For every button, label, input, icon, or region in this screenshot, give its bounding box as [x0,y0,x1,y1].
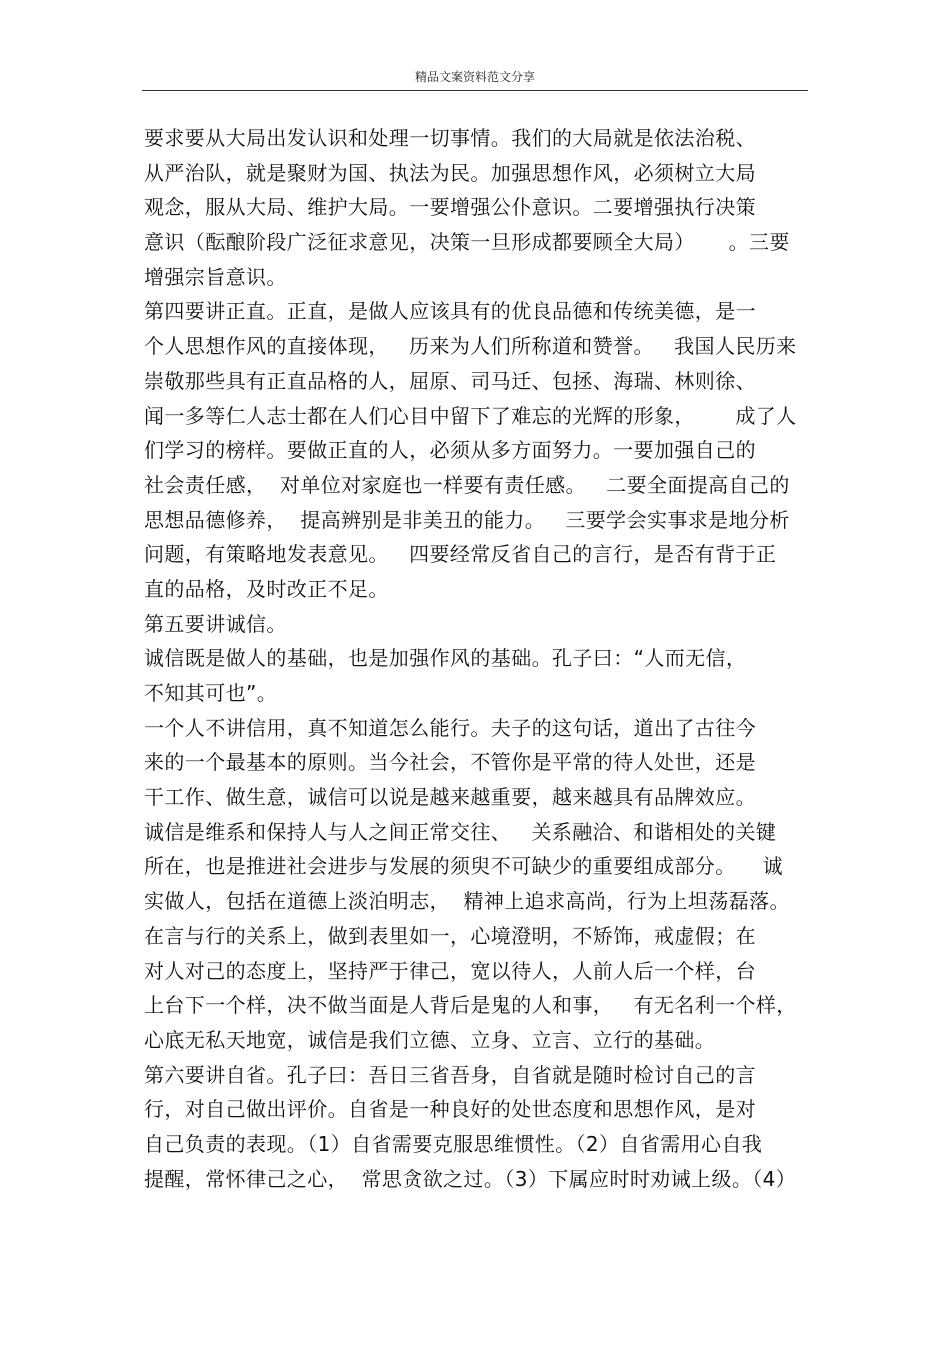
body-line: 个人思想作风的直接体现， 历来为人们所称道和赞誉。 我国人民历来 [144,334,797,359]
body-line: 问题，有策略地发表意见。 四要经常反省自己的言行，是否有背于正 [144,542,777,567]
body-line: 要求要从大局出发认识和处理一切事情。我们的大局就是依法治税、 [144,126,756,150]
body-line: 干工作、做生意，诚信可以说是越来越重要，越来越具有品牌效应。 [144,785,756,810]
body-line: 们学习的榜样。要做正直的人，必须从多方面努力。一要加强自己的 [144,438,756,463]
header-divider [142,90,808,91]
body-line: 一个人不讲信用，真不知道怎么能行。夫子的这句话，道出了古往今 [144,715,756,740]
document-body [144,121,824,1196]
body-line: 在言与行的关系上，做到表里如一，心境澄明，不矫饰，戒虚假；在 [144,923,756,948]
body-line: 社会责任感， 对单位对家庭也一样要有责任感。 二要全面提高自己的 [144,472,790,497]
body-line: 直的品格，及时改正不足。 [144,576,389,601]
body-line: 对人对己的态度上，坚持严于律己，宽以待人，人前人后一个样，台 [144,958,756,983]
page-header: 精品文案资料范文分享 [414,70,535,84]
body-line: 第四要讲正直。正直，是做人应该具有的优良品德和传统美德，是一 [144,299,756,324]
body-line: 行，对自己做出评价。自省是一种良好的处世态度和思想作风，是对 [144,1097,756,1122]
body-line: 不知其可也”。 [144,681,278,705]
body-line: 诚信是维系和保持人与人之间正常交往、 关系融洽、和谐相处的关键 [144,819,777,844]
body-line: 从严治队，就是聚财为国、执法为民。加强思想作风，必须树立大局 [144,160,756,185]
body-line: 提醒，常怀律己之心， 常思贪欲之过。（3）下属应时时劝诫上级。（4） [144,1166,797,1191]
body-line: 上台下一个样，决不做当面是人背后是鬼的人和事， 有无名利一个样， [144,993,797,1018]
body-line: 来的一个最基本的原则。当今社会，不管你是平常的待人处世，还是 [144,750,756,775]
body-line: 第五要讲诚信。 [144,611,287,636]
body-line: 崇敬那些具有正直品格的人，屈原、司马迁、包拯、海瑞、林则徐、 [144,368,756,393]
body-line: 思想品德修养， 提高辨别是非美丑的能力。 三要学会实事求是地分析 [144,507,790,532]
body-line: 第六要讲自省。孔子曰：吾日三省吾身，自省就是随时检讨自己的言 [144,1062,756,1087]
body-line: 增强宗旨意识。 [144,264,287,289]
body-line: 观念，服从大局、维护大局。一要增强公仆意识。二要增强执行决策 [144,195,756,220]
body-line: 诚信既是做人的基础，也是加强作风的基础。孔子曰：“人而无信， [144,646,747,671]
body-line: 心底无私天地宽，诚信是我们立德、立身、立言、立行的基础。 [144,1027,716,1052]
body-line: 意识（酝酿阶段广泛征求意见，决策一旦形成都要顾全大局） 。三要 [144,230,790,255]
body-line: 自己负责的表现。（1）自省需要克服思维惯性。（2）自省需用心自我 [144,1131,763,1156]
body-line: 所在，也是推进社会进步与发展的须臾不可缺少的重要组成部分。 诚 [144,854,784,879]
body-line: 实做人，包括在道德上淡泊明志， 精神上追求高尚，行为上坦荡磊落。 [144,889,790,914]
body-line: 闻一多等仁人志士都在人们心目中留下了难忘的光辉的形象， 成了人 [144,403,797,428]
